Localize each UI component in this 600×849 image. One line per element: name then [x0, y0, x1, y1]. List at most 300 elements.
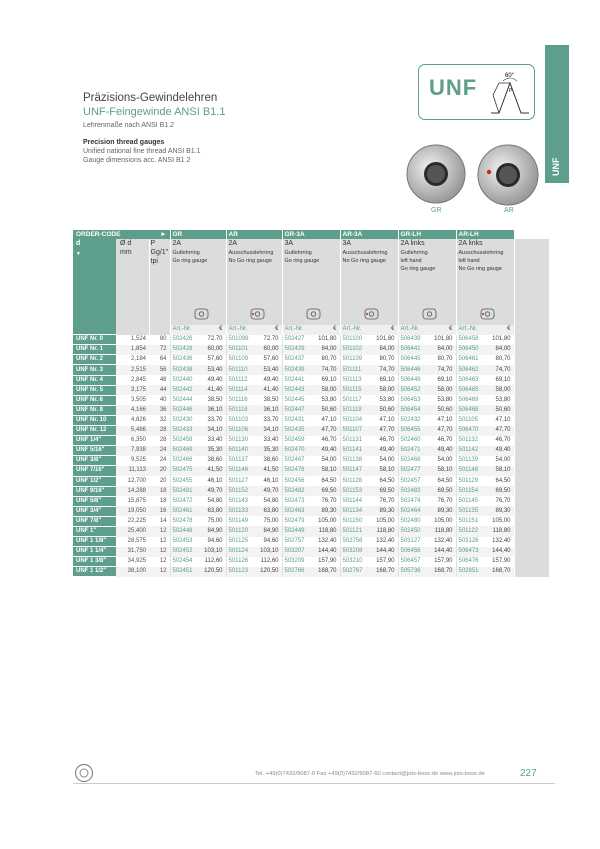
price: 118,80	[314, 526, 340, 536]
price: 101,80	[314, 335, 340, 345]
article-number: 502431	[282, 415, 314, 425]
price: 105,00	[314, 516, 340, 526]
page-title: Präzisions-Gewindelehren	[83, 92, 218, 104]
size-label: UNF Nr. 3	[73, 365, 116, 375]
article-number: 503210	[340, 557, 372, 567]
article-number: 502474	[398, 496, 430, 506]
price: 41,50	[202, 466, 226, 476]
side-tab-label: UNF	[551, 157, 561, 176]
price: 47,70	[314, 426, 340, 436]
article-number: 501147	[340, 466, 372, 476]
price: 49,70	[258, 486, 282, 496]
article-number: 502445	[282, 395, 314, 405]
price: 72,70	[258, 335, 282, 345]
article-number: 506465	[456, 385, 488, 395]
page-number: 227	[520, 768, 537, 779]
price-header: €	[314, 325, 340, 335]
article-number: 502454	[170, 557, 202, 567]
price: 168,70	[372, 567, 398, 577]
threads-per-inch: 28	[149, 426, 170, 436]
group-header-ar: AR	[226, 230, 282, 239]
article-number: 502758	[340, 537, 372, 547]
article-number: 501119	[340, 405, 372, 415]
diameter-mm: 3,175	[116, 385, 149, 395]
pitch-text: p	[509, 87, 512, 93]
price: 157,90	[430, 557, 456, 567]
go-gauge-icon	[305, 307, 323, 321]
article-number: 501115	[340, 385, 372, 395]
diameter-mm: 15,875	[116, 496, 149, 506]
article-number: 502436	[170, 355, 202, 365]
price: 54,00	[488, 456, 514, 466]
price: 41,40	[202, 385, 226, 395]
article-number: 501154	[456, 486, 488, 496]
price: 64,50	[488, 476, 514, 486]
article-number: 502767	[340, 567, 372, 577]
diameter-mm: 2,184	[116, 355, 149, 365]
table-row	[73, 557, 549, 567]
table-row	[73, 456, 549, 466]
article-number: 501134	[340, 506, 372, 516]
article-number: 501104	[340, 415, 372, 425]
article-number: 502458	[170, 436, 202, 446]
price: 47,10	[430, 415, 456, 425]
price: 84,00	[488, 345, 514, 355]
price: 103,10	[258, 547, 282, 557]
angle-text: 60°	[505, 73, 515, 79]
article-number: 502471	[398, 446, 430, 456]
size-label: UNF 3/4"	[73, 506, 116, 516]
price: 80,70	[430, 355, 456, 365]
ring-label-gr: GR	[431, 207, 442, 214]
price: 74,70	[372, 365, 398, 375]
size-label: UNF 5/8"	[73, 496, 116, 506]
article-number: 506453	[398, 395, 430, 405]
price: 58,10	[430, 466, 456, 476]
article-number: 502444	[170, 395, 202, 405]
price: 41,50	[258, 466, 282, 476]
price: 80,70	[314, 355, 340, 365]
diameter-mm: 4,826	[116, 415, 149, 425]
price: 120,50	[202, 567, 226, 577]
price: 89,30	[430, 506, 456, 516]
article-number: 502443	[282, 385, 314, 395]
article-number: 506457	[398, 557, 430, 567]
article-number: 501127	[226, 476, 258, 486]
thread-profile-icon	[489, 69, 531, 115]
threads-per-inch: 20	[149, 466, 170, 476]
table-row	[73, 426, 549, 436]
article-number: 502437	[282, 355, 314, 365]
article-number: 502477	[398, 466, 430, 476]
article-number: 502468	[398, 456, 430, 466]
price: 53,80	[372, 395, 398, 405]
gauge-dimensions-en: Gauge dimensions acc. ANSI B1.2	[83, 157, 191, 164]
article-number: 506469	[456, 395, 488, 405]
article-number: 501145	[456, 496, 488, 506]
article-number: 501146	[226, 466, 258, 476]
article-number: 501106	[226, 426, 258, 436]
price: 54,00	[372, 456, 398, 466]
table-row	[73, 506, 549, 516]
price: 38,60	[258, 456, 282, 466]
price: 49,40	[314, 446, 340, 456]
price: 47,70	[430, 426, 456, 436]
price: 33,70	[258, 415, 282, 425]
price: 76,70	[488, 496, 514, 506]
price: 144,40	[430, 547, 456, 557]
diameter-mm: 14,288	[116, 486, 149, 496]
threads-per-inch: 36	[149, 405, 170, 415]
table-row	[73, 405, 549, 415]
size-label: UNF Nr. 1	[73, 345, 116, 355]
article-number: 502430	[170, 415, 202, 425]
article-number: 502464	[398, 506, 430, 516]
price: 105,00	[430, 516, 456, 526]
product-table	[73, 230, 549, 577]
price: 157,90	[314, 557, 340, 567]
price: 49,40	[258, 375, 282, 385]
article-number: 502460	[398, 436, 430, 446]
size-label: UNF 1/2"	[73, 476, 116, 486]
group-description-ar: 2A Ausschusslehrring No Go ring gauge	[226, 239, 282, 325]
article-number: 506439	[398, 335, 430, 345]
article-number: 502427	[282, 335, 314, 345]
threads-per-inch: 12	[149, 567, 170, 577]
price: 101,80	[372, 335, 398, 345]
price: 144,40	[314, 547, 340, 557]
footer-divider	[73, 783, 555, 784]
table-row	[73, 547, 549, 557]
group-header-gr: GR	[170, 230, 226, 239]
price: 49,40	[430, 446, 456, 456]
diameter-mm: 2,845	[116, 375, 149, 385]
price: 50,60	[314, 405, 340, 415]
article-number: 506473	[456, 547, 488, 557]
article-number: 502476	[282, 466, 314, 476]
article-number: 506463	[456, 375, 488, 385]
price: 63,80	[202, 506, 226, 516]
price: 38,50	[202, 395, 226, 405]
table-row	[73, 375, 549, 385]
price: 120,50	[258, 567, 282, 577]
threads-per-inch: 56	[149, 365, 170, 375]
article-number: 501138	[340, 456, 372, 466]
article-number: 501125	[226, 537, 258, 547]
table-row	[73, 345, 549, 355]
article-number: 501141	[340, 446, 372, 456]
price: 69,50	[314, 486, 340, 496]
price: 57,60	[258, 355, 282, 365]
size-label: UNF 3/8"	[73, 456, 116, 466]
table-row	[73, 476, 549, 486]
threads-per-inch: 18	[149, 486, 170, 496]
diameter-mm: 3,505	[116, 395, 149, 405]
article-number: 506452	[398, 385, 430, 395]
size-label: UNF Nr. 5	[73, 385, 116, 395]
price: 36,10	[258, 405, 282, 415]
article-number: 502757	[282, 537, 314, 547]
table-row	[73, 365, 549, 375]
price: 64,50	[372, 476, 398, 486]
price: 47,10	[372, 415, 398, 425]
price: 89,30	[488, 506, 514, 516]
price: 49,40	[488, 446, 514, 456]
price: 49,40	[202, 375, 226, 385]
article-number: 502463	[282, 506, 314, 516]
article-number: 501099	[226, 335, 258, 345]
article-number: 501111	[340, 365, 372, 375]
article-number: 506456	[398, 547, 430, 557]
article-number: 501116	[226, 395, 258, 405]
article-number: 503126	[456, 537, 488, 547]
group-description-ar-3a: 3A Ausschusslehrring No Go ring gauge	[340, 239, 398, 325]
price: 105,00	[372, 516, 398, 526]
size-label: UNF 5/16"	[73, 446, 116, 456]
price: 46,10	[258, 476, 282, 486]
price: 74,70	[430, 365, 456, 375]
threads-per-inch: 48	[149, 375, 170, 385]
price: 69,10	[314, 375, 340, 385]
gauge-dimensions-de: Lehrenmaße nach ANSI B1.2	[83, 122, 175, 129]
price: 157,90	[372, 557, 398, 567]
price: 35,30	[258, 446, 282, 456]
art-label-row	[73, 325, 549, 335]
size-label: UNF Nr. 10	[73, 415, 116, 425]
price: 74,70	[314, 365, 340, 375]
price: 168,70	[430, 567, 456, 577]
price: 132,40	[372, 537, 398, 547]
price: 118,80	[372, 526, 398, 536]
article-number: 506476	[456, 557, 488, 567]
price: 63,80	[258, 506, 282, 516]
article-number: 501117	[340, 395, 372, 405]
price: 46,70	[314, 436, 340, 446]
price: 69,50	[430, 486, 456, 496]
title-en: Precision thread gauges	[83, 139, 165, 146]
article-number: 502475	[170, 466, 202, 476]
threads-per-inch: 12	[149, 557, 170, 567]
no-go-gauge-icon	[249, 307, 267, 321]
article-number: 501153	[340, 486, 372, 496]
badge-label: UNF	[429, 75, 478, 100]
size-label: UNF Nr. 6	[73, 395, 116, 405]
table-row	[73, 395, 549, 405]
price: 76,70	[430, 496, 456, 506]
price: 38,50	[258, 395, 282, 405]
price: 89,30	[314, 506, 340, 516]
price: 60,00	[258, 345, 282, 355]
go-gauge-icon	[193, 307, 211, 321]
threads-per-inch: 12	[149, 537, 170, 547]
art-nr-header: Art.-Nr.	[340, 325, 372, 335]
order-code-label: ORDER-CODE ►	[73, 230, 170, 239]
article-number: 501126	[226, 557, 258, 567]
price: 80,70	[488, 355, 514, 365]
article-number: 501128	[340, 476, 372, 486]
art-nr-header: Art.-Nr.	[170, 325, 202, 335]
threads-per-inch: 16	[149, 506, 170, 516]
article-number: 502448	[170, 526, 202, 536]
price: 132,40	[430, 537, 456, 547]
page-subtitle: UNF-Feingewinde ANSI B1.1	[83, 106, 226, 118]
article-number: 501107	[340, 426, 372, 436]
price-header: €	[202, 325, 226, 335]
diameter-mm: 4,166	[116, 405, 149, 415]
threads-per-inch: 40	[149, 395, 170, 405]
price: 84,90	[202, 526, 226, 536]
price: 53,40	[202, 365, 226, 375]
price: 84,00	[430, 345, 456, 355]
diameter-mm: 12,700	[116, 476, 149, 486]
price: 47,10	[488, 415, 514, 425]
size-label: UNF Nr. 4	[73, 375, 116, 385]
diameter-mm: 6,350	[116, 436, 149, 446]
price: 58,10	[488, 466, 514, 476]
price: 75,00	[258, 516, 282, 526]
price: 103,10	[202, 547, 226, 557]
price: 60,00	[202, 345, 226, 355]
article-number: 501120	[226, 526, 258, 536]
article-number: 502482	[282, 486, 314, 496]
price: 69,10	[488, 375, 514, 385]
threads-per-inch: 12	[149, 547, 170, 557]
article-number: 502438	[170, 365, 202, 375]
article-number: 501130	[226, 436, 258, 446]
diameter-mm: 38,100	[116, 567, 149, 577]
article-number: 501109	[340, 355, 372, 365]
size-label: UNF 1"	[73, 526, 116, 536]
article-number: 502459	[282, 436, 314, 446]
article-number: 501148	[456, 466, 488, 476]
article-number: 502442	[170, 385, 202, 395]
price: 101,80	[430, 335, 456, 345]
article-number: 506458	[456, 335, 488, 345]
table-row	[73, 415, 549, 425]
price: 58,10	[372, 466, 398, 476]
article-number: 501149	[226, 516, 258, 526]
article-number: 501124	[226, 547, 258, 557]
price: 50,60	[372, 405, 398, 415]
group-header-ar-lh: AR-LH	[456, 230, 514, 239]
article-number: 501109	[226, 355, 258, 365]
footer-contact: Tel. +49(0)7432/9087-0 Fax +49(0)7432/9087-60 contact@jots-boss.de www.jots-boss.de	[255, 771, 485, 777]
price: 94,60	[258, 537, 282, 547]
table-row	[73, 526, 549, 536]
price: 36,10	[202, 405, 226, 415]
price: 46,10	[202, 476, 226, 486]
art-nr-header: Art.-Nr.	[226, 325, 258, 335]
table-row	[73, 496, 549, 506]
article-number: 502461	[170, 506, 202, 516]
article-number: 501103	[226, 415, 258, 425]
price: 75,00	[202, 516, 226, 526]
article-number: 501121	[340, 526, 372, 536]
price: 34,10	[258, 426, 282, 436]
thread-profile-badge	[418, 64, 535, 120]
price: 64,50	[314, 476, 340, 486]
price: 69,50	[488, 486, 514, 496]
size-label: UNF 1 1/4"	[73, 547, 116, 557]
price: 46,70	[430, 436, 456, 446]
price: 35,30	[202, 446, 226, 456]
price: 89,30	[372, 506, 398, 516]
article-number: 501150	[340, 516, 372, 526]
article-number: 502481	[170, 486, 202, 496]
article-number: 502433	[170, 426, 202, 436]
price: 58,00	[488, 385, 514, 395]
price: 58,10	[314, 466, 340, 476]
table-row	[73, 385, 549, 395]
article-number: 502470	[282, 446, 314, 456]
diameter-mm: 7,938	[116, 446, 149, 456]
price: 84,90	[258, 526, 282, 536]
price: 34,10	[202, 426, 226, 436]
article-number: 506461	[456, 355, 488, 365]
price: 54,00	[430, 456, 456, 466]
size-label: UNF 7/16"	[73, 466, 116, 476]
article-number: 502441	[282, 375, 314, 385]
article-number: 502446	[170, 405, 202, 415]
threads-per-inch: 24	[149, 446, 170, 456]
article-number: 502432	[398, 415, 430, 425]
article-number: 501132	[456, 436, 488, 446]
price: 94,60	[202, 537, 226, 547]
article-number: 501137	[226, 456, 258, 466]
price: 118,80	[430, 526, 456, 536]
price-header: €	[372, 325, 398, 335]
price-header: €	[258, 325, 282, 335]
threads-per-inch: 14	[149, 516, 170, 526]
article-number: 501140	[226, 446, 258, 456]
price: 53,80	[430, 395, 456, 405]
price: 118,80	[488, 526, 514, 536]
article-number: 506445	[398, 355, 430, 365]
price: 168,70	[314, 567, 340, 577]
diameter-mm: 28,575	[116, 537, 149, 547]
group-description-gr-lh: 2A links Gutlehrring left hand Go ring gauge	[398, 239, 456, 325]
price: 46,70	[372, 436, 398, 446]
table-row	[73, 486, 549, 496]
article-number: 506455	[398, 426, 430, 436]
size-label: UNF Nr. 12	[73, 426, 116, 436]
price: 53,80	[488, 395, 514, 405]
article-number: 503207	[282, 547, 314, 557]
article-number: 501135	[456, 506, 488, 516]
table-row	[73, 335, 549, 345]
article-number: 506446	[398, 365, 430, 375]
size-label: UNF 1 3/8"	[73, 557, 116, 567]
article-number: 502851	[456, 567, 488, 577]
article-number: 501152	[226, 486, 258, 496]
price: 157,90	[488, 557, 514, 567]
article-number: 501129	[456, 476, 488, 486]
price: 112,60	[258, 557, 282, 567]
article-number: 506470	[456, 426, 488, 436]
size-label: UNF 1 1/2"	[73, 567, 116, 577]
article-number: 501139	[456, 456, 488, 466]
price-header: €	[430, 325, 456, 335]
threads-per-inch: 18	[149, 496, 170, 506]
price: 101,80	[488, 335, 514, 345]
price: 54,00	[314, 456, 340, 466]
threads-per-inch: 12	[149, 526, 170, 536]
diameter-mm: 1,854	[116, 345, 149, 355]
price: 144,40	[372, 547, 398, 557]
size-label: UNF 7/8"	[73, 516, 116, 526]
diameter-mm: 19,050	[116, 506, 149, 516]
group-header-gr-lh: GR-LH	[398, 230, 456, 239]
